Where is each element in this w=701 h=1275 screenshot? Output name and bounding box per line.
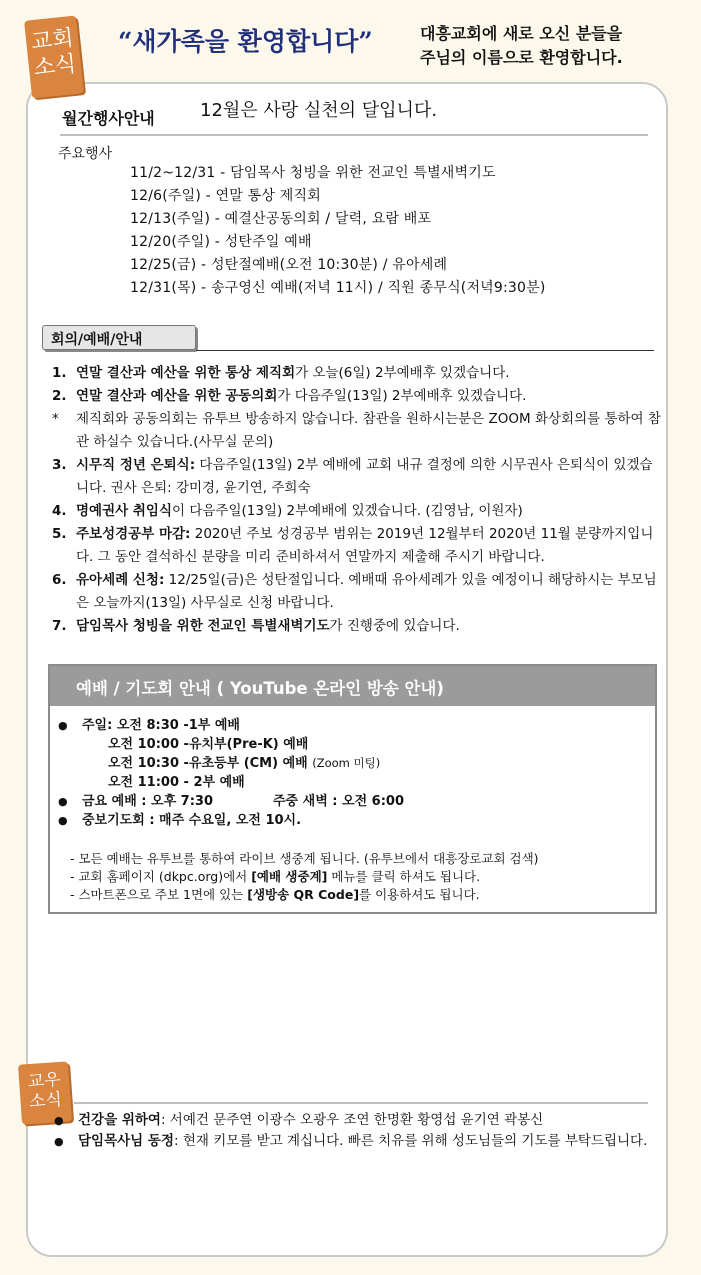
notice-item xyxy=(52,454,662,500)
notice-list xyxy=(52,362,662,638)
event-item: 12/6(주일) - 연말 통상 제직회 xyxy=(130,188,321,204)
church-news-tag-line2: 소식 xyxy=(32,52,78,82)
notice-text: 제직회와 공동의회는 유투브 방송하지 않습니다. 참관을 원하시는분은 ZOOM 화상회의를 통하여 참관 하실수 있습니다.(사무실 문의) xyxy=(76,411,661,450)
notice-number: 6. xyxy=(52,572,67,588)
notice-item xyxy=(52,523,662,569)
sunday-service-cm xyxy=(56,754,655,773)
zoom-note: (Zoom 미팅) xyxy=(312,756,381,770)
notice-bold: 연말 결산과 예산을 위한 공동의회 xyxy=(76,388,278,404)
intercession-prayer: ● 중보기도회 : 매주 수요일, 오전 10시. xyxy=(56,811,655,830)
member-news-item xyxy=(50,1110,670,1131)
friday-service xyxy=(56,792,655,811)
member-news-divider xyxy=(74,1102,648,1104)
notice-item xyxy=(52,615,662,638)
worship-info-box xyxy=(48,664,657,914)
member-news-item xyxy=(50,1131,670,1152)
notice-note xyxy=(52,408,662,454)
member-news-text: : 서예건 문주연 이광수 오광우 조연 한명환 황영섭 윤기연 곽봉신 xyxy=(160,1112,544,1128)
welcome-subtext-line2: 주님의 이름으로 환영합니다. xyxy=(420,48,623,67)
welcome-subtext xyxy=(420,22,623,70)
notice-bold: 주보성경공부 마감: xyxy=(76,526,191,542)
event-item: 11/2~12/31 - 담임목사 청빙을 위한 전교인 특별새벽기도 xyxy=(130,165,496,181)
worship-schedule-list xyxy=(56,716,655,830)
notice-text: 가 다음주일(13일) 2부예배후 있겠습니다. xyxy=(277,388,527,404)
notice-bold: 연말 결산과 예산을 위한 통상 제직회 xyxy=(76,365,296,381)
notice-item xyxy=(52,500,662,523)
sunday-service: ● 주일: 오전 8:30 -1부 예배 xyxy=(56,716,655,735)
sunday-service-second: 오전 11:00 - 2부 예배 xyxy=(108,775,245,790)
notice-number: * xyxy=(52,411,59,427)
notice-number: 7. xyxy=(52,618,67,634)
notice-number: 5. xyxy=(52,526,67,542)
notice-number: 4. xyxy=(52,503,67,519)
notice-text: 2020년 주보 성경공부 범위는 2019년 12월부터 2020년 11월 분량까지입니다. 그 동안 결석하신 분량을 미리 준비하셔서 연말까지 제출해 주시기 바랍니다. xyxy=(76,526,654,565)
meeting-divider xyxy=(196,350,654,351)
notice-bold: 유아세례 신청: xyxy=(76,572,165,588)
notice-number: 2. xyxy=(52,388,67,404)
live-menu-label: [예배 생중계] xyxy=(251,869,328,884)
welcome-heading: “새가족을 환영합니다” xyxy=(118,27,373,56)
monthly-theme: 12월은 사랑 실천의 달입니다. xyxy=(200,100,438,121)
friday-service-text: 금요 예배 : 오후 7:30 xyxy=(82,794,213,809)
member-news-list xyxy=(50,1110,670,1152)
church-news-tag xyxy=(24,15,84,98)
event-item: 12/13(주일) - 예결산공동의회 / 달력, 요람 배포 xyxy=(130,211,432,227)
member-news-text: : 현재 키모를 받고 계십니다. 빠른 치유를 위해 성도님들의 기도를 부탁드립니다. xyxy=(174,1133,648,1149)
notice-text: 가 오늘(6일) 2부예배후 있겠습니다. xyxy=(295,365,510,381)
dawn-service-text: 주중 새벽 : 오전 6:00 xyxy=(273,794,404,809)
monthly-divider xyxy=(60,134,648,136)
notice-item xyxy=(52,569,662,615)
online-note: - 모든 예배는 유투브를 통하여 라이브 생중계 됩니다. (유투브에서 대흥장로교회 검색) xyxy=(70,851,539,866)
worship-info-title: 예배 / 기도회 안내 ( YouTube 온라인 방송 안내) xyxy=(50,666,655,706)
notice-number: 1. xyxy=(52,365,67,381)
member-news-tag-line2: 소식 xyxy=(28,1090,63,1113)
notice-bold: 담임목사 청빙을 위한 전교인 특별새벽기도 xyxy=(76,618,330,634)
church-news-tag-line1: 교회 xyxy=(29,25,75,56)
meeting-section-tab: 회의/예배/안내 xyxy=(42,325,196,350)
notice-item xyxy=(52,385,662,408)
event-item: 12/25(금) - 성탄절예배(오전 10:30분) / 유아세례 xyxy=(130,257,448,273)
notice-text: 가 진행중에 있습니다. xyxy=(329,618,460,634)
notice-text: 다음주일(13일) 2부 예배에 교회 내규 결정에 의한 시무권사 은퇴식이 있겠습니다. 권사 은퇴: 강미경, 윤기연, 주희숙 xyxy=(76,457,653,496)
notice-bold: 시무직 정년 은퇴식: xyxy=(76,457,196,473)
notice-text: 12/25일(금)은 성탄절입니다. 예배때 유아세례가 있을 예정이니 해당하시는 부모님은 오늘까지(13일) 사무실로 신청 바랍니다. xyxy=(76,572,657,611)
major-events-list xyxy=(130,162,546,300)
sunday-service-cm-text: 오전 10:30 -유초등부 (CM) 예배 xyxy=(108,756,308,771)
member-news-tag-line1: 교우 xyxy=(27,1069,62,1093)
event-item: 12/31(목) - 송구영신 예배(저녁 11시) / 직원 종무식(저녁9:30분) xyxy=(130,280,546,296)
member-news-bold: 건강을 위하여 xyxy=(78,1112,161,1128)
notice-item xyxy=(52,362,662,385)
online-note: - 교회 홈페이지 (dkpc.org)에서 [예배 생중계] 메뉴를 클릭 하셔도 됩니다. xyxy=(70,869,481,884)
online-note: - 스마트폰으로 주보 1면에 있는 [생방송 QR Code]를 이용하셔도 됩니다. xyxy=(70,887,480,902)
event-item: 12/20(주일) - 성탄주일 예배 xyxy=(130,234,312,250)
notice-text: 이 다음주일(13일) 2부예배에 있겠습니다. (김영남, 이원자) xyxy=(172,503,523,519)
sunday-service-prek: 오전 10:00 -유치부(Pre-K) 예배 xyxy=(108,737,309,752)
qr-code-label: [생방송 QR Code] xyxy=(247,887,360,902)
notice-bold: 명예권사 취임식 xyxy=(76,503,172,519)
major-events-label: 주요행사 xyxy=(58,146,113,162)
welcome-subtext-line1: 대흥교회에 새로 오신 분들을 xyxy=(420,24,623,43)
online-broadcast-notes xyxy=(70,850,655,904)
monthly-events-title: 월간행사안내 xyxy=(62,109,155,128)
notice-number: 3. xyxy=(52,457,67,473)
member-news-bold: 담임목사님 동정 xyxy=(78,1133,174,1149)
